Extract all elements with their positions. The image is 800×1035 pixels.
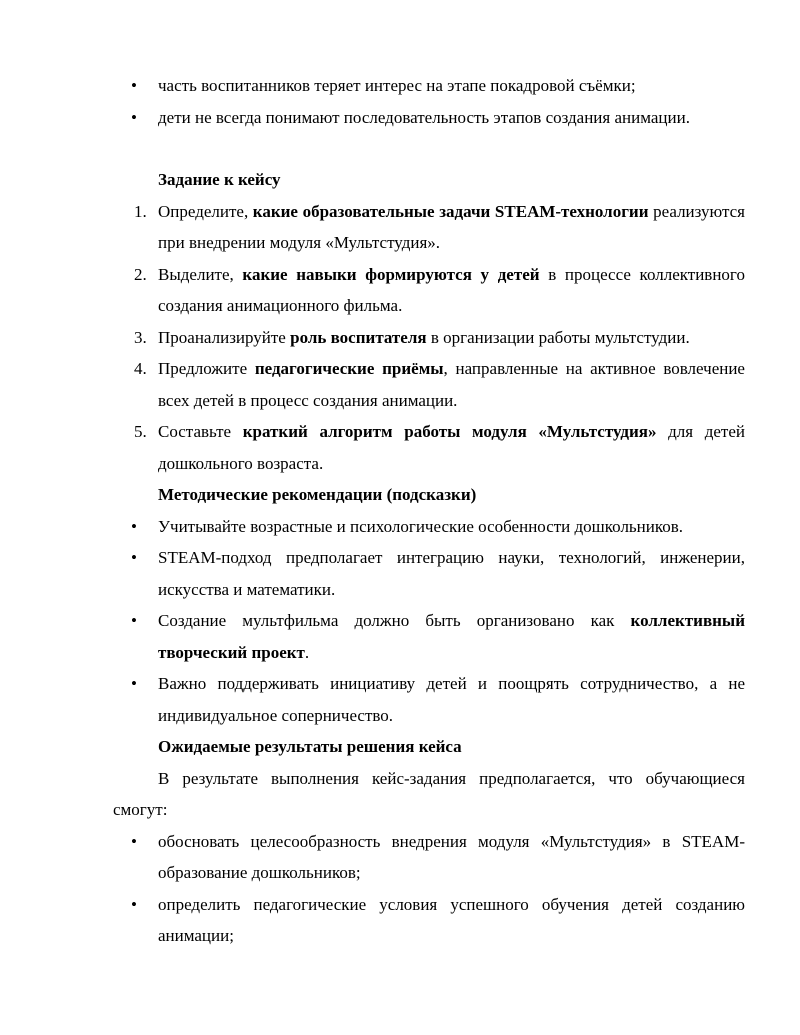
bullet-marker: • [131,76,137,95]
list-item [113,102,745,134]
page-content [113,70,745,952]
task-item-text-end: , направленные на активное вовлечение всех детей в процесс создания анимации. [158,359,745,410]
task-item-emphasis: какие образовательные задачи STEAM-технологии [252,201,649,221]
task-item-text: Составьте [158,422,243,441]
task-item-text: Выделите, [158,264,243,284]
bullet-marker: • [131,611,137,630]
number-marker: 3. [134,327,147,347]
number-marker: 5. [134,422,147,441]
results-item-text: определить педагогические условия успешного обучения детей созданию анимации; [158,894,745,945]
methods-item-emphasis: коллективный творческий проект [158,611,745,662]
task-item-text: Предложите [158,359,255,378]
list-item [113,70,745,102]
results-item [113,889,745,952]
task-item-text: Определите, [158,201,253,221]
methods-item [113,605,745,668]
number-marker: 2. [134,264,147,284]
results-intro: В результате выполнения кейс-задания предполагается, что обучающиеся смогут: [113,768,745,819]
task-item-emphasis: педагогические приёмы [254,359,444,378]
task-item [113,196,745,259]
methods-item-text: Создание мультфильма должно быть организовано как [158,611,631,630]
methods-item [113,511,745,543]
task-heading: Задание к кейсу [158,170,281,189]
bullet-marker: • [131,107,137,127]
number-marker: 1. [134,201,147,221]
task-item-text: Проанализируйте [158,327,291,347]
bullet-marker: • [131,548,137,567]
methods-item-text: STEAM-подход предполагает интеграцию науки, технологий, инженерии, искусства и математики. [158,548,745,599]
methods-item-text: Учитывайте возрастные и психологические особенности дошкольников. [158,516,684,536]
task-list [113,196,745,480]
task-item [113,416,745,479]
results-heading: Ожидаемые результаты решения кейса [158,737,462,756]
methods-item-text: Важно поддерживать инициативу детей и поощрять сотрудничество, а не индивидуальное соперничество. [158,674,745,725]
task-item-emphasis: краткий алгоритм работы модуля «Мультстудия» [242,422,657,441]
bullet-marker: • [131,831,137,851]
task-item-emphasis: роль воспитателя [290,327,427,347]
bullet-marker: • [131,516,137,536]
bullet-marker: • [131,674,137,693]
task-item-emphasis: какие навыки формируются у детей [242,264,540,284]
methods-item [113,542,745,605]
task-item-text-end: в процессе коллективного создания анимационного фильма. [158,264,745,315]
number-marker: 4. [134,359,147,378]
results-item-text: обосновать целесообразность внедрения модуля «Мультстудия» в STEAM-образование дошкольников; [158,831,745,882]
task-item [113,353,745,416]
spacer [113,133,745,164]
task-item [113,322,745,354]
methods-item [113,668,745,731]
methods-heading: Методические рекомендации (подсказки) [158,485,477,504]
methods-item-text-end: . [304,642,310,662]
task-item-text-end: для детей дошкольного возраста. [158,422,745,473]
list-item-text: часть воспитанников теряет интерес на этапе покадровой съёмки; [158,76,636,95]
bullet-marker: • [131,894,137,914]
results-item [113,826,745,889]
task-item [113,259,745,322]
list-item-text: дети не всегда понимают последовательность этапов создания анимации. [158,107,690,127]
task-item-text-end: в организации работы мультстудии. [426,327,690,347]
task-item-text-end: реализуются при внедрении модуля «Мультстудия». [158,201,745,252]
